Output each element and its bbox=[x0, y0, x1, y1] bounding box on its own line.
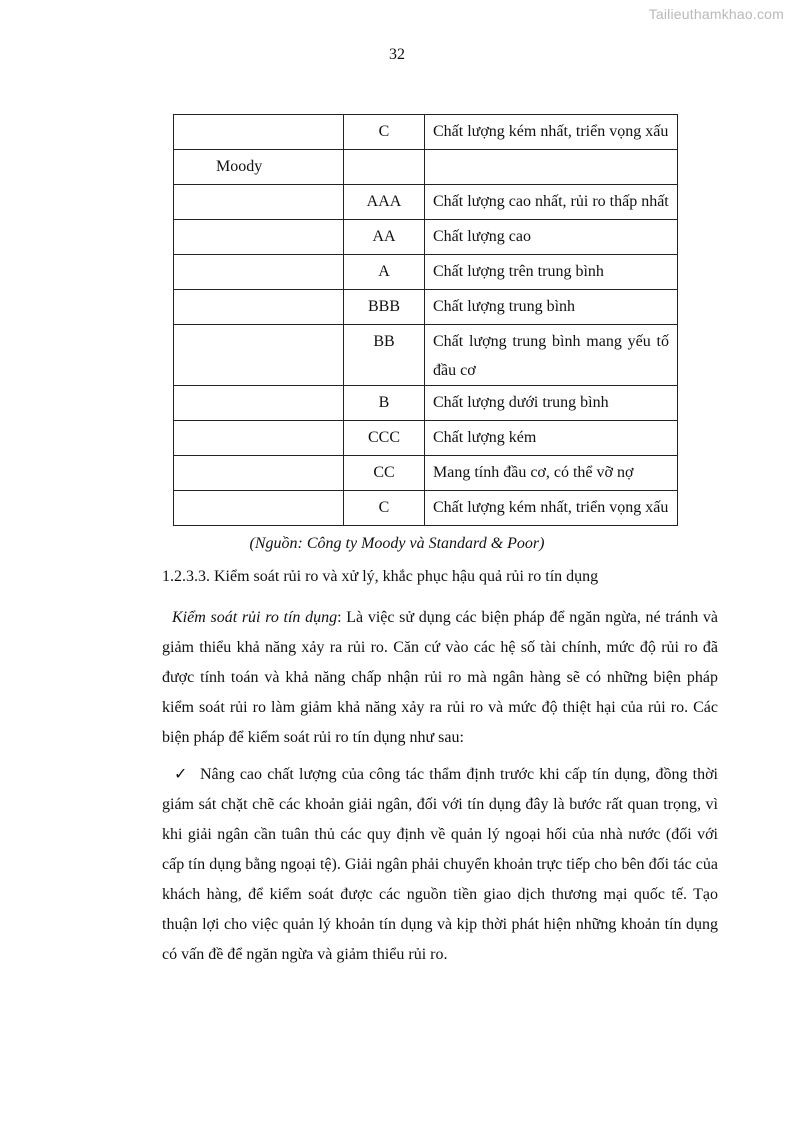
paragraph-appraisal-measure bbox=[162, 760, 718, 970]
agency-cell bbox=[174, 185, 344, 220]
table-row bbox=[174, 290, 678, 325]
description-cell: Chất lượng kém bbox=[425, 421, 678, 456]
description-cell: Mang tính đầu cơ, có thể vỡ nợ bbox=[425, 456, 678, 491]
table-source: (Nguồn: Công ty Moody và Standard & Poor) bbox=[249, 535, 545, 552]
paragraph-text: : Là việc sử dụng các biện pháp để ngăn ngừa, né tránh và giảm thiểu khả năng xảy ra rủi ro. Căn cứ vào các hệ số tài chính, mức độ rủi ro đã được tính toán và khả năng chấp nhận rủi ro mà ngân hàng sẽ có những biện pháp kiểm soát rủi ro làm giảm khả năng xảy ra rủi ro và mức độ thiệt hại của rủi ro. Các biện pháp để kiểm soát rủi ro tín dụng như sau: bbox=[162, 609, 719, 746]
agency-cell bbox=[174, 220, 344, 255]
table-row bbox=[174, 456, 678, 491]
table-row bbox=[174, 220, 678, 255]
paragraph-text: Nâng cao chất lượng của công tác thẩm định trước khi cấp tín dụng, đồng thời giám sát chặt chẽ các khoản giải ngân, đối với tín dụng đây là bước rất quan trọng, vì khi giải ngân cần tuân thủ các quy định về quản lý ngoại hối của nhà nước (đối với cấp tín dụng bằng ngoại tệ). Giải ngân phải chuyển khoản trực tiếp cho bên đối tác của khách hàng, để kiểm soát được các nguồn tiền giao dịch thương mại quốc tế. Tạo thuận lợi cho việc quản lý khoản tín dụng và kịp thời phát hiện những khoản tín dụng có vấn đề để ngăn ngừa và giảm thiểu rủi ro. bbox=[162, 766, 718, 963]
agency-cell bbox=[174, 290, 344, 325]
description-cell: Chất lượng trung bình bbox=[425, 290, 678, 325]
description-cell: Chất lượng cao bbox=[425, 220, 678, 255]
table-row bbox=[174, 255, 678, 290]
grade-cell: A bbox=[344, 255, 425, 290]
description-cell: Chất lượng dưới trung bình bbox=[425, 386, 678, 421]
table-row bbox=[174, 325, 678, 386]
rating-table-body bbox=[174, 115, 678, 526]
agency-cell bbox=[174, 456, 344, 491]
watermark: Tailieuthamkhao.com bbox=[648, 6, 784, 22]
grade-cell: C bbox=[344, 491, 425, 526]
rating-table bbox=[173, 114, 678, 526]
description-cell bbox=[425, 150, 678, 185]
grade-cell: CCC bbox=[344, 421, 425, 456]
agency-cell: Moody bbox=[174, 150, 344, 185]
agency-cell bbox=[174, 491, 344, 526]
table-row bbox=[174, 150, 678, 185]
grade-cell bbox=[344, 150, 425, 185]
grade-cell: C bbox=[344, 115, 425, 150]
grade-cell: B bbox=[344, 386, 425, 421]
agency-cell bbox=[174, 115, 344, 150]
table-row bbox=[174, 386, 678, 421]
paragraph-term: Kiểm soát rủi ro tín dụng bbox=[172, 609, 338, 626]
description-cell: Chất lượng trung bình mang yếu tố đầu cơ bbox=[425, 325, 678, 386]
grade-cell: CC bbox=[344, 456, 425, 491]
grade-cell: AA bbox=[344, 220, 425, 255]
table-row bbox=[174, 185, 678, 220]
agency-cell bbox=[174, 325, 344, 386]
agency-cell bbox=[174, 421, 344, 456]
grade-cell: AAA bbox=[344, 185, 425, 220]
grade-cell: BB bbox=[344, 325, 425, 386]
table-row bbox=[174, 421, 678, 456]
table-row bbox=[174, 115, 678, 150]
agency-cell bbox=[174, 255, 344, 290]
description-cell: Chất lượng trên trung bình bbox=[425, 255, 678, 290]
description-cell: Chất lượng cao nhất, rủi ro thấp nhất bbox=[425, 185, 678, 220]
agency-cell bbox=[174, 386, 344, 421]
grade-cell: BBB bbox=[344, 290, 425, 325]
paragraph-credit-risk-control bbox=[162, 603, 718, 753]
page-number: 32 bbox=[389, 46, 405, 63]
checkmark-icon: ✓ bbox=[174, 766, 188, 783]
description-cell: Chất lượng kém nhất, triển vọng xấu bbox=[425, 491, 678, 526]
section-heading: 1.2.3.3. Kiểm soát rủi ro và xử lý, khắc phục hậu quả rủi ro tín dụng bbox=[162, 568, 599, 585]
description-cell: Chất lượng kém nhất, triển vọng xấu bbox=[425, 115, 678, 150]
table-row bbox=[174, 491, 678, 526]
